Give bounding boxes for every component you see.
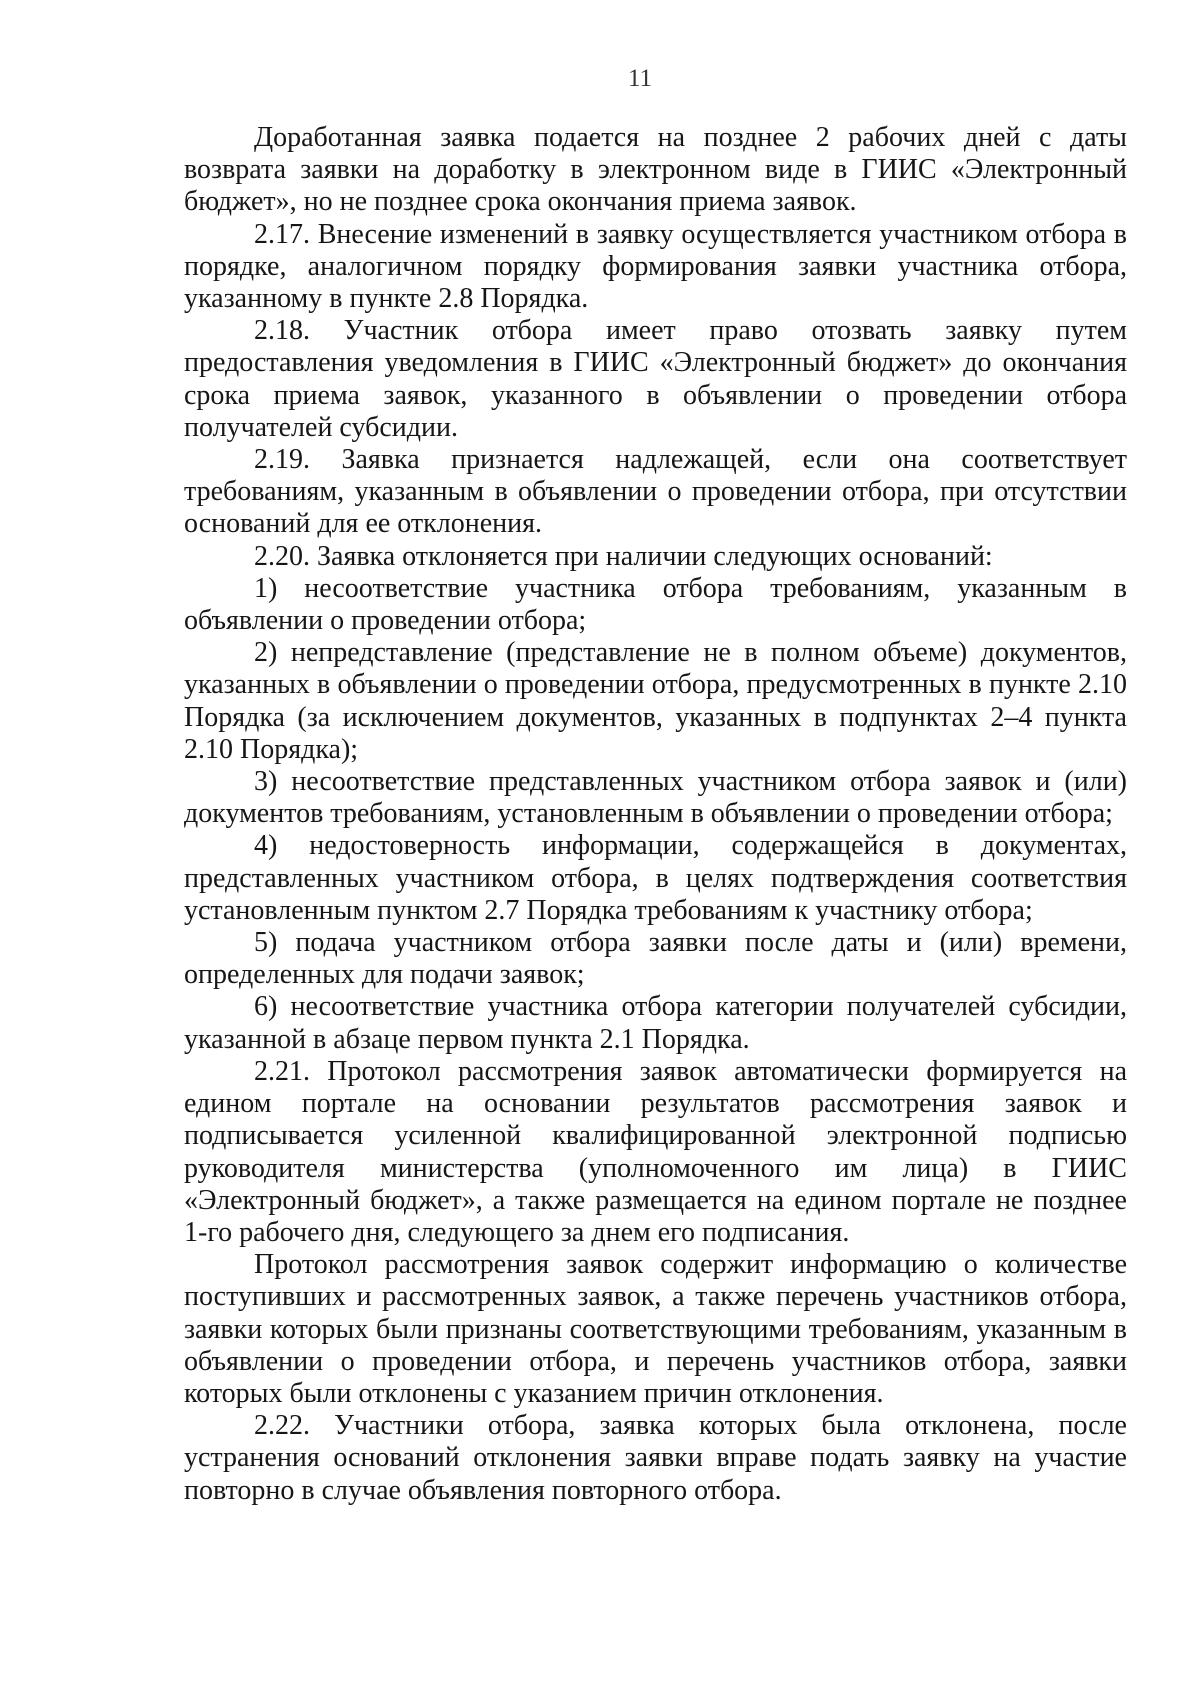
paragraph-2-20: 2.20. Заявка отклоняется при наличии следующих оснований: bbox=[254, 540, 993, 572]
page-number: 11 bbox=[627, 65, 653, 92]
paragraph-2-17: 2.17. Внесение изменений в заявку осуществляется участником отбора в порядке, аналогичном порядку формирования заявки участника отбора, указанному в пункте 2.8 Порядка. bbox=[184, 218, 1127, 315]
list-item-4: 4) недостоверность информации, содержащейся в документах, представленных участником отбора, в целях подтверждения соответствия установленным пунктом 2.7 Порядка требованиям к участнику отбора; bbox=[184, 830, 1127, 926]
paragraph-revised-application: Доработанная заявка подается на позднее 2 рабочих дней с даты возврата заявки на доработку в электронном виде в ГИИС «Электронный бюджет», но не позднее срока окончания приема заявок. bbox=[184, 122, 1127, 218]
list-item-1: 1) несоответствие участника отбора требованиям, указанным в объявлении о проведении отбора; bbox=[184, 572, 1127, 637]
paragraph-2-21: 2.21. Протокол рассмотрения заявок автоматически формируется на едином портале на основании результатов рассмотрения заявок и подписывается усиленной квалифицированной электронной подписью руководителя министерства (уполномоченного им лица) в ГИИС «Электронный бюджет», а также размещается на едином портале не позднее 1-го рабочего дня, следующего за днем его подписания. bbox=[184, 1055, 1127, 1248]
paragraph-2-19: 2.19. Заявка признается надлежащей, если она соответствует требованиям, указанным в объявлении о проведении отбора, при отсутствии оснований для ее отклонения. bbox=[184, 444, 1127, 540]
list-item-6: 6) несоответствие участника отбора категории получателей субсидии, указанной в абзаце первом пункта 2.1 Порядка. bbox=[184, 991, 1127, 1055]
list-item-2: 2) непредставление (представление не в полном объеме) документов, указанных в объявлении о проведении отбора, предусмотренных в пункте 2.10 Порядка (за исключением документов, указанных в подпунктах 2–4 пункта 2.10 Порядка); bbox=[184, 637, 1127, 765]
paragraph-2-22: 2.22. Участники отбора, заявка которых была отклонена, после устранения оснований отклонения заявки вправе подать заявку на участие повторно в случае объявления повторного отбора. bbox=[184, 1410, 1127, 1506]
document-body bbox=[184, 122, 1127, 1507]
paragraph-protocol-contents: Протокол рассмотрения заявок содержит информацию о количестве поступивших и рассмотренных заявок, а также перечень участников отбора, заявки которых были признаны соответствующими требованиям, указанным в объявлении о проведении отбора, и перечень участников отбора, заявки которых были отклонены с указанием причин отклонения. bbox=[184, 1249, 1127, 1409]
list-item-5: 5) подача участником отбора заявки после даты и (или) времени, определенных для подачи заявок; bbox=[184, 927, 1127, 991]
list-item-3: 3) несоответствие представленных участником отбора заявок и (или) документов требованиям, установленным в объявлении о проведении отбора; bbox=[184, 766, 1127, 830]
paragraph-2-18: 2.18. Участник отбора имеет право отозвать заявку путем предоставления уведомления в ГИИС «Электронный бюджет» до окончания срока приема заявок, указанного в объявлении о проведении отбора получателей субсидии. bbox=[184, 315, 1127, 443]
